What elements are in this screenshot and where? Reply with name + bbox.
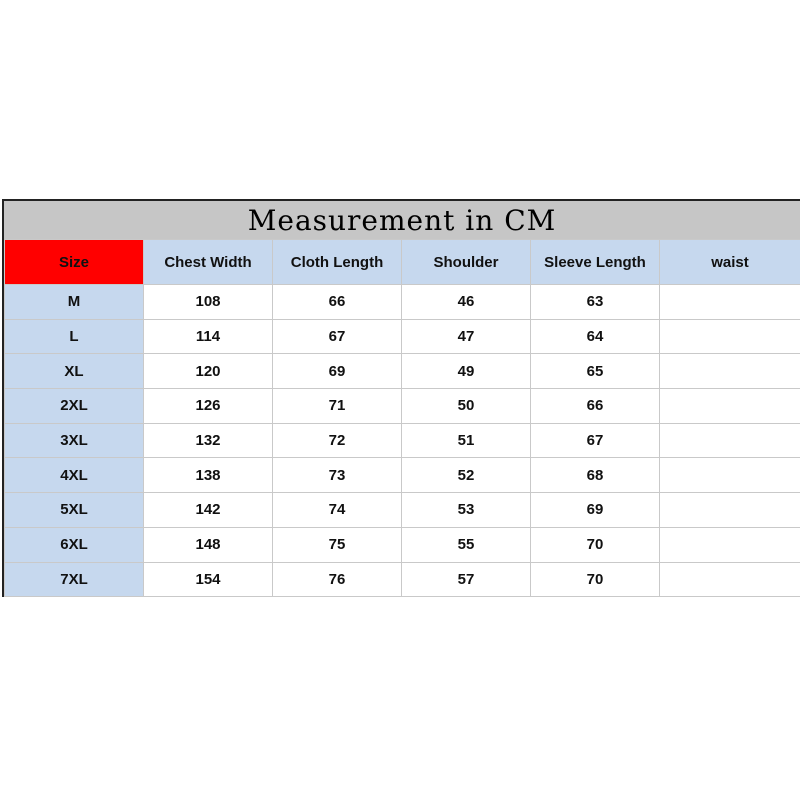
size-cell: 3XL bbox=[5, 423, 144, 458]
sleeve-length-cell: 65 bbox=[531, 354, 660, 389]
header-sleeve-length: Sleeve Length bbox=[531, 240, 660, 285]
cloth-length-cell: 76 bbox=[273, 562, 402, 597]
chest-width-cell: 148 bbox=[144, 527, 273, 562]
cloth-length-cell: 71 bbox=[273, 389, 402, 424]
size-cell: 5XL bbox=[5, 493, 144, 528]
size-cell: XL bbox=[5, 354, 144, 389]
chest-width-cell: 108 bbox=[144, 285, 273, 320]
sleeve-length-cell: 69 bbox=[531, 493, 660, 528]
cloth-length-cell: 66 bbox=[273, 285, 402, 320]
waist-cell bbox=[660, 389, 800, 424]
shoulder-cell: 50 bbox=[402, 389, 531, 424]
sleeve-length-cell: 64 bbox=[531, 319, 660, 354]
chest-width-cell: 120 bbox=[144, 354, 273, 389]
shoulder-cell: 51 bbox=[402, 423, 531, 458]
table-row bbox=[5, 562, 800, 597]
sleeve-length-cell: 68 bbox=[531, 458, 660, 493]
cloth-length-cell: 72 bbox=[273, 423, 402, 458]
table-row bbox=[5, 458, 800, 493]
shoulder-cell: 47 bbox=[402, 319, 531, 354]
chest-width-cell: 132 bbox=[144, 423, 273, 458]
waist-cell bbox=[660, 493, 800, 528]
table-row bbox=[5, 354, 800, 389]
cloth-length-cell: 74 bbox=[273, 493, 402, 528]
chest-width-cell: 142 bbox=[144, 493, 273, 528]
sleeve-length-cell: 70 bbox=[531, 562, 660, 597]
size-chart bbox=[2, 199, 800, 597]
table-row bbox=[5, 423, 800, 458]
header-size: Size bbox=[5, 240, 144, 285]
cloth-length-cell: 67 bbox=[273, 319, 402, 354]
sleeve-length-cell: 67 bbox=[531, 423, 660, 458]
table-row bbox=[5, 285, 800, 320]
waist-cell bbox=[660, 319, 800, 354]
table-row bbox=[5, 389, 800, 424]
shoulder-cell: 49 bbox=[402, 354, 531, 389]
chest-width-cell: 138 bbox=[144, 458, 273, 493]
size-cell: 7XL bbox=[5, 562, 144, 597]
cloth-length-cell: 69 bbox=[273, 354, 402, 389]
table-row bbox=[5, 527, 800, 562]
header-waist: waist bbox=[660, 240, 800, 285]
chest-width-cell: 114 bbox=[144, 319, 273, 354]
size-cell: 2XL bbox=[5, 389, 144, 424]
header-shoulder: Shoulder bbox=[402, 240, 531, 285]
cloth-length-cell: 75 bbox=[273, 527, 402, 562]
waist-cell bbox=[660, 354, 800, 389]
header-cloth-length: Cloth Length bbox=[273, 240, 402, 285]
cloth-length-cell: 73 bbox=[273, 458, 402, 493]
table-row bbox=[5, 493, 800, 528]
size-cell: M bbox=[5, 285, 144, 320]
sleeve-length-cell: 70 bbox=[531, 527, 660, 562]
size-table bbox=[4, 239, 800, 597]
waist-cell bbox=[660, 423, 800, 458]
header-chest-width: Chest Width bbox=[144, 240, 273, 285]
size-cell: 4XL bbox=[5, 458, 144, 493]
chest-width-cell: 154 bbox=[144, 562, 273, 597]
table-row bbox=[5, 319, 800, 354]
shoulder-cell: 46 bbox=[402, 285, 531, 320]
size-cell: L bbox=[5, 319, 144, 354]
waist-cell bbox=[660, 562, 800, 597]
sleeve-length-cell: 66 bbox=[531, 389, 660, 424]
waist-cell bbox=[660, 285, 800, 320]
sleeve-length-cell: 63 bbox=[531, 285, 660, 320]
shoulder-cell: 53 bbox=[402, 493, 531, 528]
chest-width-cell: 126 bbox=[144, 389, 273, 424]
waist-cell bbox=[660, 458, 800, 493]
chart-title: Measurement in CM bbox=[4, 201, 800, 239]
shoulder-cell: 57 bbox=[402, 562, 531, 597]
shoulder-cell: 55 bbox=[402, 527, 531, 562]
header-row bbox=[5, 240, 800, 285]
size-cell: 6XL bbox=[5, 527, 144, 562]
waist-cell bbox=[660, 527, 800, 562]
shoulder-cell: 52 bbox=[402, 458, 531, 493]
